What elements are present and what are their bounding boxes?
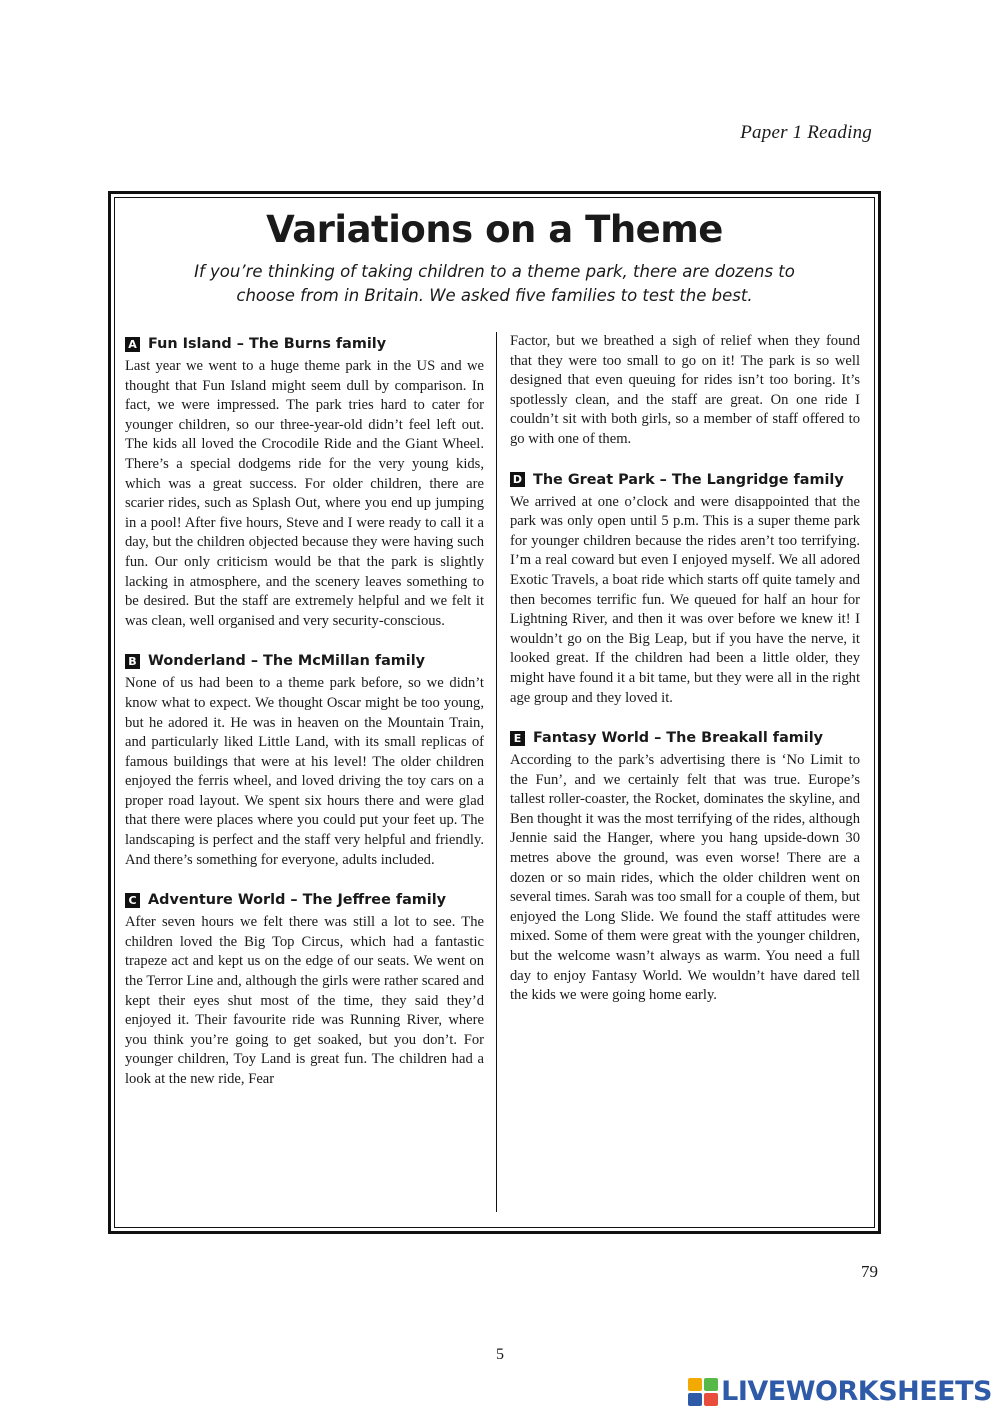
section-heading <box>125 890 484 910</box>
section-heading <box>125 334 484 354</box>
section-heading <box>510 728 860 748</box>
brand-text: LIVEWORKSHEETS <box>721 1376 992 1407</box>
section-body: None of us had been to a theme park before, so we didn’t know what to expect. We thought Oscar might be too young, but he adored it. He was in heaven on the Mountain Train, and particularly liked Little Land, with its small replicas of famous buildings that were at his level! The older children enjoyed the ferris wheel, and loved driving the toy cars on a proper road layout. We spent six hours there and were glad that there were places where you could put your feet up. The landscaping is perfect and the staff very helpful and friendly. And there’s something for everyone, adults included. <box>125 675 484 868</box>
column-divider <box>496 332 497 1212</box>
section-d <box>510 470 860 709</box>
section-body: After seven hours we felt there was still a lot to see. The children loved the Big Top Circus, which had a fantastic trapeze act and kept us on the edge of our seats. We went on the Terror Line and, although the girls were rather scared and kept their eyes shut most of the time, they said they’d enjoyed it. Their favourite ride was Running River, where you think you’re going to get soaked, but you don’t. For younger children, Toy Land is great fun. The children had a look at the new ride, Fear <box>125 914 484 1087</box>
left-column <box>125 334 484 1110</box>
section-letter-badge: E <box>510 731 525 746</box>
sheet-number: 5 <box>496 1346 504 1363</box>
section-letter-badge: A <box>125 337 140 352</box>
logo-tile-icon <box>688 1393 702 1406</box>
logo-tile-icon <box>704 1393 718 1406</box>
section-c <box>125 890 484 1089</box>
section-body: According to the park’s advertising there is ‘No Limit to the Fun’, and we certainly felt that was true. Europe’s tallest roller-coaster, the Rocket, dominates the skyline, and Ben thought it was the most terrifying of the rides, although Jennie said the Hanger, where you hang upside-down 30 metres above the ground, was even worse! There are a dozen or so main rides, which the older children went on several times. Sarah was too small for a couple of them, but enjoyed the Long Slide. We found the staff attitudes were mixed. Some of them were great with the younger children, but the welcome wasn’t always as warm. You need a full day to enjoy Fantasy World. We wouldn’t have dared tell the kids we were going home early. <box>510 752 860 1004</box>
article-frame <box>108 191 881 1234</box>
running-head: Paper 1 Reading <box>740 122 872 143</box>
section-b <box>125 651 484 870</box>
section-body: We arrived at one o’clock and were disappointed that the park was only open until 5 p.m. This is a super theme park for younger children because the rides aren’t too terrifying. I’m a real coward but even I enjoyed myself. We all adored Exotic Travels, a boat ride which starts off quite tamely and then becomes terrific fun. We queued for half an hour for Lightning River, and then it was over before we knew it! I wouldn’t go on the Big Leap, but if you have the nerve, it looked great. If the children had been a little older, they might have found it a bit tame, but they were all in the right age group and they loved it. <box>510 493 860 706</box>
logo-tile-icon <box>688 1378 702 1391</box>
section-heading-text: The Great Park – The Langridge family <box>533 471 844 488</box>
section-a <box>125 334 484 631</box>
section-heading <box>510 470 860 490</box>
page-number: 79 <box>861 1262 878 1281</box>
section-letter-badge: C <box>125 893 140 908</box>
liveworksheets-logo-icon <box>688 1378 718 1406</box>
section-heading-text: Fantasy World – The Breakall family <box>533 730 824 747</box>
section-heading-text: Wonderland – The McMillan family <box>148 653 426 670</box>
subtitle-line-2: choose from in Britain. We asked five families to test the best. <box>236 286 753 305</box>
section-heading-text: Fun Island – The Burns family <box>148 336 387 352</box>
right-column <box>510 332 860 1026</box>
article-subtitle <box>151 260 838 308</box>
article-title: Variations on a Theme <box>266 208 723 251</box>
section-body: Last year we went to a huge theme park in the US and we thought that Fun Island might seem dull by comparison. In fact, we were impressed. The park tries hard to cater for younger children, so our three-year-old didn’t feel left out. The kids all loved the Crocodile Ride and the Giant Wheel. There’s a special dodgems ride for the very young kids, which was a great success. For older children, there are scarier rides, such as Splash Out, where you end up jumping in a pool! After five hours, Steve and I were ready to call it a day, but the children objected because they were having such fun. Our only criticism would be that the park is slightly lacking in atmosphere, and the scenery leaves something to be desired. But the staff are extremely helpful and we felt it was clean, well organised and very security-conscious. <box>125 358 484 629</box>
logo-tile-icon <box>704 1378 718 1391</box>
section-letter-badge: B <box>125 654 140 669</box>
section-heading-text: Adventure World – The Jeffree family <box>148 892 447 909</box>
section-e <box>510 728 860 1006</box>
section-c-continued <box>510 332 860 450</box>
subtitle-line-1: If you’re thinking of taking children to a theme park, there are dozens to <box>194 262 795 281</box>
section-body-continuation: Factor, but we breathed a sigh of relief when they found that they were too small to go on it! The park is so well designed that even queuing for rides isn’t too boring. It’s spotlessly clean, and the staff are great. On one ride I couldn’t sit with both girls, so a member of staff offered to go with one of them. <box>510 333 860 447</box>
section-letter-badge: D <box>510 472 525 487</box>
section-heading <box>125 651 484 671</box>
liveworksheets-brand[interactable] <box>688 1376 992 1407</box>
